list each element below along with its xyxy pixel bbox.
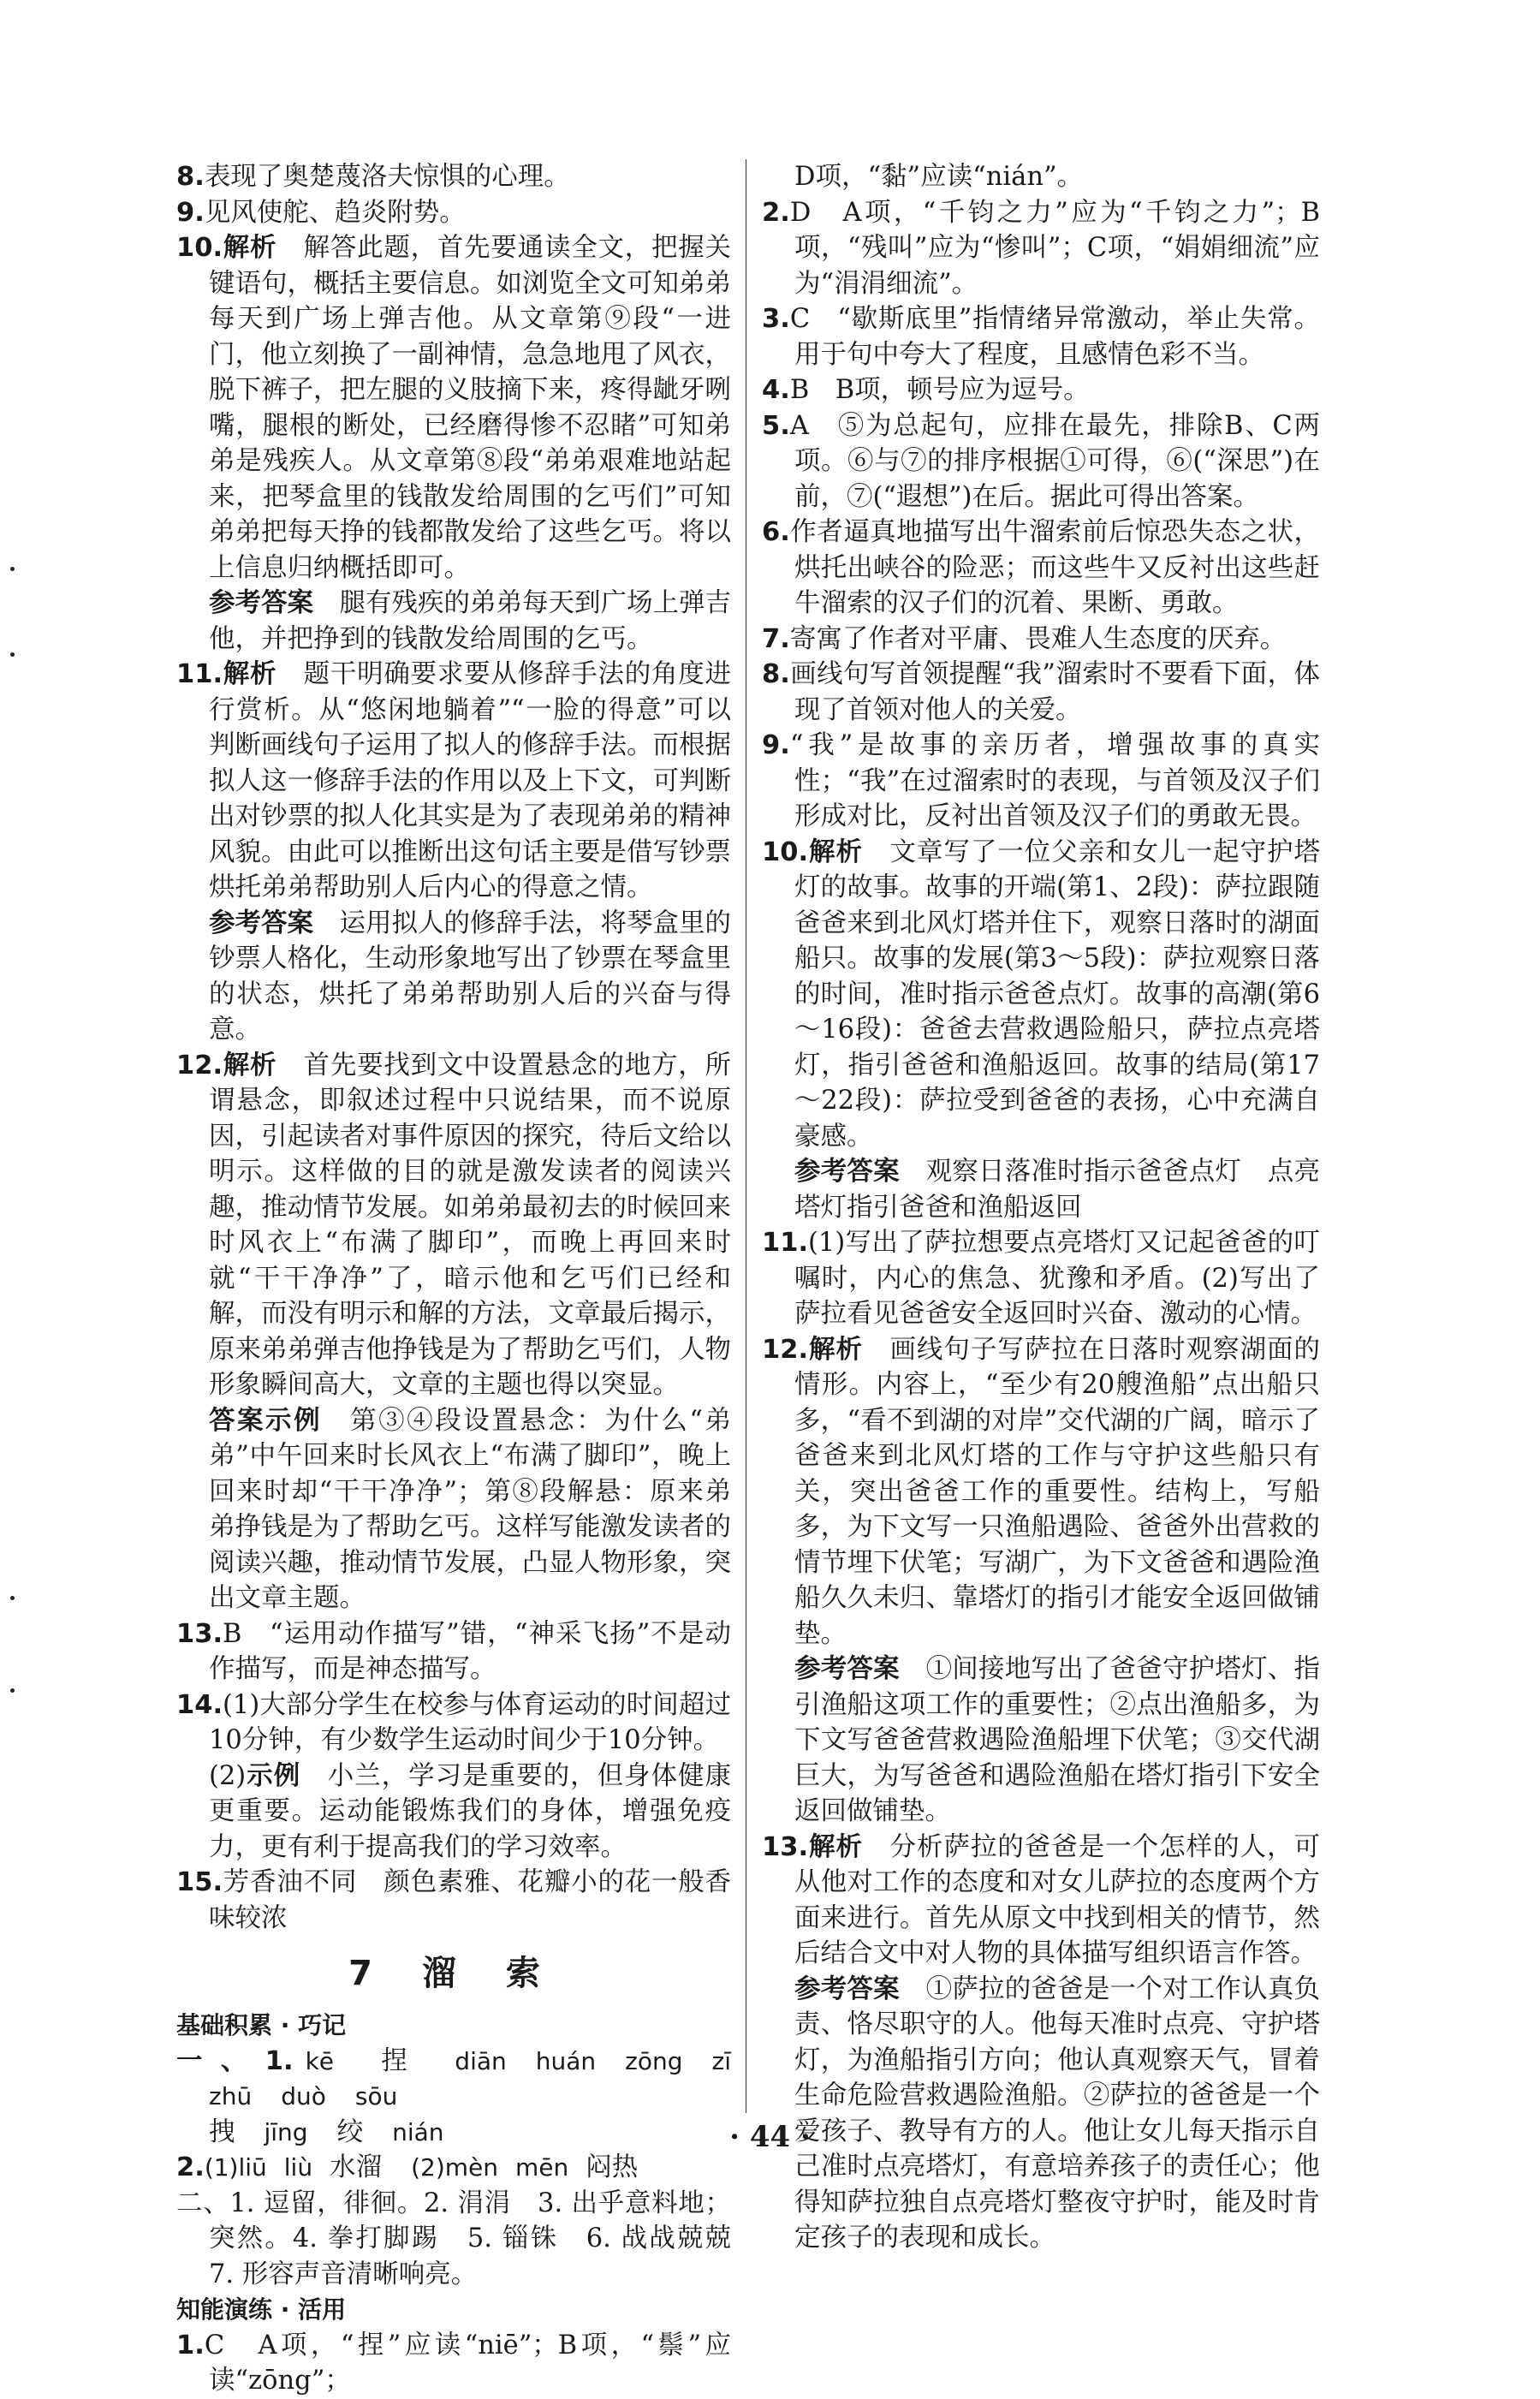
- left-column: [176, 159, 758, 2399]
- right-column: [762, 159, 1320, 2256]
- answer-item-r13-ref: 参考答案 ①萨拉的爸爸是一个对工作认真负责、恪尽职守的人。他每天准时点亮、守护塔灯，为渔船指引方向；他认真观察天气，冒着生命危险营救遇险渔船。②萨拉的爸爸是一个爱孩子、教导有方的人。他让女儿每天指示自己准时点亮塔灯，有意培养孩子的责任心；他得知萨拉独自点亮塔灯整夜守护时，能及时肯定孩子的表现和成长。: [794, 1973, 1321, 2253]
- answer-item-r1-cont: D项，“黏”应读“nián”。: [794, 162, 1084, 192]
- margin-dot: [10, 567, 15, 571]
- answer-item-14: 14.(1)大部分学生在校参与体育运动的时间超过10分钟，有少数学生运动时间少于10分钟。: [176, 1689, 731, 1755]
- answer-item-15: 15.芳香油不同 颜色素雅、花瓣小的花一般香味较浓: [176, 1867, 731, 1933]
- section-heading-basic: 基础积累 · 巧记: [176, 2011, 347, 2039]
- pinyin-row-2: 拽 jīng 绞 nián: [209, 2116, 444, 2147]
- pinyin-row-1: 一、1. kē 捏 diān huán zōng zī zhū duò sōu: [176, 2045, 732, 2110]
- margin-dot: [10, 652, 15, 657]
- answer-item-r1: 1.C A项，“捏”应读“niē”；B项，“鬃”应读“zōng”；: [176, 2330, 731, 2396]
- answer-part-er: 二、1. 逗留，徘徊。2. 涓涓 3. 出乎意料地；突然。4. 拳打脚踢 5. 锱铢 6. 战战兢兢 7. 形容声音清晰响亮。: [176, 2188, 758, 2289]
- answer-item-r6: 6.作者逼真地描写出牛溜索前后惊恐失态之状，烘托出峡谷的险恶；而这些牛又反衬出这些赶牛溜索的汉子们的沉着、果断、勇敢。: [762, 517, 1320, 618]
- answer-item-r13: 13.解析 分析萨拉的爸爸是一个怎样的人，可从他对工作的态度和对女儿萨拉的态度两个方面来进行。首先从原文中找到相关的情节，然后结合文中对人物的具体描写组织语言作答。: [762, 1831, 1321, 1968]
- page-number: · 44 ·: [729, 2120, 811, 2154]
- answer-item-13: 13.B “运用动作描写”错，“神采飞扬”不是动作描写，而是神态描写。: [176, 1618, 731, 1684]
- answer-item-r12-ref: 参考答案 ①间接地写出了爸爸守护塔灯、指引渔船这项工作的重要性；②点出渔船多，为下文写爸爸营救遇险渔船埋下伏笔；③交代湖巨大，为写爸爸和遇险渔船在塔灯指引下安全返回做铺垫。: [794, 1654, 1321, 1826]
- lesson-title: 7 溜 索: [348, 1954, 559, 1993]
- answer-item-11: 11.解析 题干明确要求要从修辞手法的角度进行赏析。从“悠闲地躺着”“一脸的得意”可以判断画线句子运用了拟人的修辞手法。而根据拟人这一修辞手法的作用以及上下文，可判断出对钞票的拟人化其实是为了表现弟弟的精神风貌。由此可以推断出这句话主要是借写钞票烘托弟弟帮助别人后内心的得意之情。: [176, 659, 732, 902]
- answer-item-14-part2: (2)示例 小兰，学习是重要的，但身体健康更重要。运动能锻炼我们的身体，增强免疫力，更有利于提高我们的学习效率。: [209, 1760, 732, 1862]
- answer-item-r8: 8.画线句写首领提醒“我”溜索时不要看下面，体现了首领对他人的关爱。: [762, 659, 1320, 725]
- answer-item-12-example: 答案示例 第③④段设置悬念：为什么“弟弟”中午回来时长风衣上“布满了脚印”，晚上回来时却“干干净净”；第⑧段解悬：原来弟弟挣钱是为了帮助乞丐。这样写能激发读者的阅读兴趣，推动情节发展，凸显人物形象，突出文章主题。: [209, 1405, 732, 1613]
- pinyin-row-3: 2.(1)liū liù 水溜 (2)mèn mēn 闷热: [176, 2152, 639, 2182]
- answer-item-10-ref: 参考答案 腿有残疾的弟弟每天到广场上弹吉他，并把挣到的钱散发给周围的乞丐。: [209, 588, 731, 654]
- answer-item-r4: 4.B B项，顿号应为逗号。: [762, 375, 1090, 405]
- answer-item-r5: 5.A ⑤为总起句，应排在最先，排除B、C两项。⑥与⑦的排序根据①可得，⑥(“深思”)在前，⑦(“遐想”)在后。据此可得出答案。: [762, 410, 1320, 512]
- answer-item-10: 10.解析 解答此题，首先要通读全文，把握关键语句，概括主要信息。如浏览全文可知弟弟每天到广场上弹吉他。从文章第⑨段“一进门，他立刻换了一副神情，急急地甩了风衣，脱下裤子，把左腿的义肢摘下来，疼得龇牙咧嘴，腿根的断处，已经磨得惨不忍睹”可知弟弟是残疾人。从文章第⑧段“弟弟艰难地站起来，把琴盒里的钱散发给周围的乞丐们”可知弟弟把每天挣的钱都散发给了这些乞丐。将以上信息归纳概括即可。: [176, 233, 732, 583]
- margin-dot: [10, 1596, 15, 1600]
- answer-item-r11: 11.(1)写出了萨拉想要点亮塔灯又记起爸爸的叮嘱时，内心的焦急、犹豫和矛盾。(2)写出了萨拉看见爸爸安全返回时兴奋、激动的心情。: [762, 1228, 1320, 1329]
- section-heading-practice: 知能演练 · 活用: [176, 2295, 347, 2324]
- margin-dot: [10, 1688, 15, 1693]
- answer-item-r12: 12.解析 画线句子写萨拉在日落时观察湖面的情形。内容上，“至少有20艘渔船”点出船只多，“看不到湖的对岸”交代湖的广阔，暗示了爸爸来到北风灯塔的工作与守护这些船只有关，突出爸爸工作的重要性。结构上，写船多，为下文写一只渔船遇险、爸爸外出营救的情节埋下伏笔；写湖广，为下文爸爸和遇险渔船久久未归、靠塔灯的指引才能安全返回做铺垫。: [762, 1334, 1321, 1649]
- answer-item-r7: 7.寄寓了作者对平庸、畏难人生态度的厌弃。: [762, 623, 1287, 654]
- answer-item-r10: 10.解析 文章写了一位父亲和女儿一起守护塔灯的故事。故事的开端(第1、2段)：萨拉跟随爸爸来到北风灯塔并住下，观察日落时的湖面船只。故事的发展(第3～5段)：萨拉观察日落的时间，准时指示爸爸点灯。故事的高潮(第6～16段)：爸爸去营救遇险船只，萨拉点亮塔灯，指引爸爸和渔船返回。故事的结局(第17～22段)：萨拉受到爸爸的表扬，心中充满自豪感。: [762, 836, 1321, 1152]
- answer-item-12: 12.解析 首先要找到文中设置悬念的地方，所谓悬念，即叙述过程中只说结果，而不说原因，引起读者对事件原因的探究，待后文给以明示。这样做的目的就是激发读者的阅读兴趣，推动情节发展。如弟弟最初去的时候回来时风衣上“布满了脚印”，而晚上再回来时就“干干净净”了，暗示他和乞丐们已经和解，而没有明示和解的方法，文章最后揭示，原来弟弟弹吉他挣钱是为了帮助乞丐们，人物形象瞬间高大，文章的主题也得以突显。: [176, 1050, 732, 1400]
- answer-item-8: 8.表现了奥楚蔑洛夫惊惧的心理。: [176, 162, 570, 192]
- answer-item-11-ref: 参考答案 运用拟人的修辞手法，将琴盒里的钞票人格化，生动形象地写出了钞票在琴盒里的状态，烘托了弟弟帮助别人后的兴奋与得意。: [209, 908, 731, 1045]
- answer-item-r10-ref: 参考答案 观察日落准时指示爸爸点灯 点亮塔灯指引爸爸和渔船返回: [794, 1157, 1321, 1223]
- answer-item-r2: 2.D A项，“千钧之力”应为“千钧之力”；B项，“残叫”应为“惨叫”；C项，“娟娟细流”应为“涓涓细流”。: [762, 197, 1320, 299]
- answer-item-r9: 9.“我”是故事的亲历者，增强故事的真实性；“我”在过溜索时的表现，与首领及汉子们形成对比，反衬出首领及汉子们的勇敢无畏。: [762, 730, 1320, 831]
- answer-item-9: 9.见风使舵、趋炎附势。: [176, 197, 466, 228]
- answer-item-r3: 3.C “歇斯底里”指情绪异常激动，举止失常。用于句中夸大了程度，且感情色彩不当。: [762, 304, 1320, 370]
